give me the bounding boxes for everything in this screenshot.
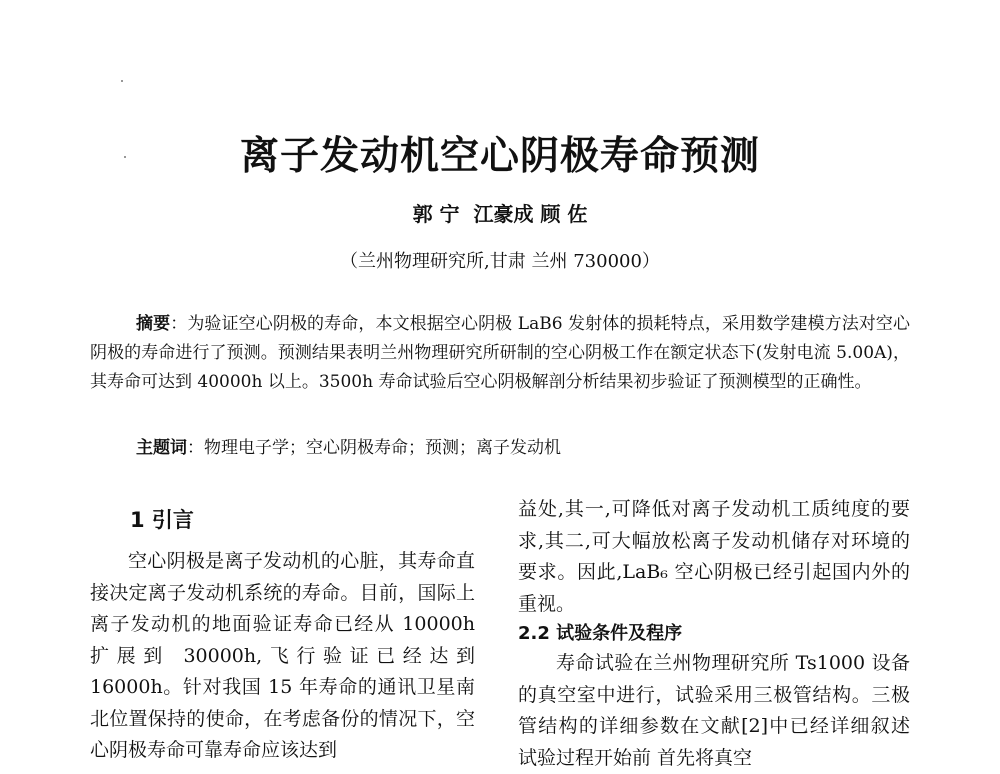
abstract-label: 摘要 — [136, 314, 171, 334]
left-column — [90, 504, 475, 767]
keywords — [136, 434, 906, 462]
authors: 郭 宁 江豪成 顾 佐 — [412, 202, 588, 226]
keywords-label: 主题词 — [136, 438, 187, 458]
abstract — [90, 310, 910, 397]
test-conditions-paragraph: 寿命试验在兰州物理研究所 Ts1000 设备的真空室中进行，试验采用三极管结构。三极管结构的详细参数在文献[2]中已经详细叙述 试验过程开始前 首先将真空 — [518, 652, 910, 769]
scan-speck — [121, 80, 123, 82]
paper-title: 离子发动机空心阴极寿命预测 — [239, 133, 760, 179]
right-column — [518, 494, 910, 774]
subsection-heading-test-conditions: 2.2 试验条件及程序 — [518, 623, 683, 644]
keywords-text: ：物理电子学；空心阴极寿命；预测；离子发动机 — [187, 438, 561, 458]
section-heading-introduction: 1 引言 — [130, 508, 194, 532]
introduction-paragraph: 空心阴极是离子发动机的心脏，其寿命直接决定离子发动机系统的寿命。目前，国际上离子发动机的地面验证寿命已经从 10000h 扩展到 30000h,飞行验证已经达到 16000h。针对我国 15 年寿命的通讯卫星南北位置保持的使命，在考虑备份的情况下，空心阴极寿命可靠寿命应该达到 — [90, 550, 475, 761]
affiliation: （兰州物理研究所,甘肃 兰州 730000） — [340, 251, 660, 272]
right-paragraph-continued: 益处,其一,可降低对离子发动机工质纯度的要求,其二,可大幅放松离子发动机储存对环境的要求。因此,LaB₆ 空心阴极已经引起国内外的重视。 — [518, 498, 910, 615]
abstract-text: ：为验证空心阴极的寿命，本文根据空心阴极 LaB6 发射体的损耗特点，采用数学建模方法对空心阴极的寿命进行了预测。预测结果表明兰州物理研究所研制的空心阴极工作在额定状态下(发射电流 5.00A)，其寿命可达到 40000h 以上。3500h 寿命试验后空心阴极解剖分析结果初步验证了预测模型的正确性。 — [90, 314, 911, 392]
